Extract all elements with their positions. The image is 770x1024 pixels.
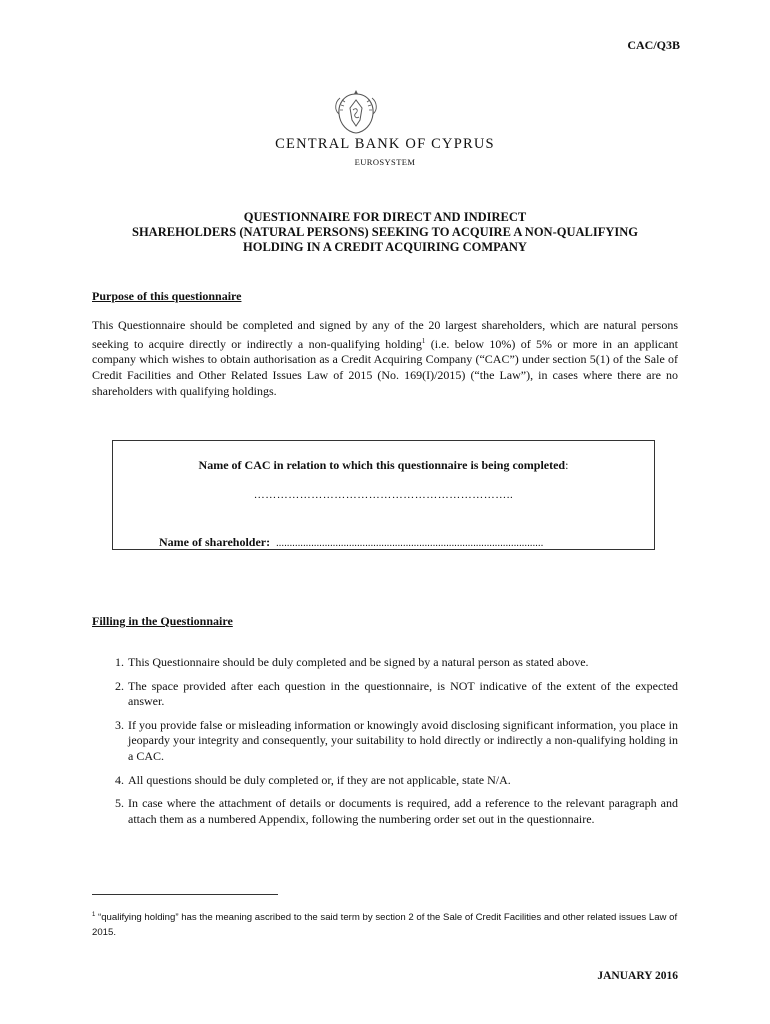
list-item-number: 1. <box>115 655 124 669</box>
document-reference: CAC/Q3B <box>627 38 680 52</box>
title-line: SHAREHOLDERS (NATURAL PERSONS) SEEKING TO ACQUIRE A NON-QUALIFYING <box>132 225 638 239</box>
list-item-number: 3. <box>115 717 124 732</box>
list-item-text: The space provided after each question in the questionnaire, is NOT indicative of the extent of the expected answer. <box>128 678 678 709</box>
document-date: JANUARY 2016 <box>597 970 678 982</box>
footnote-text: “qualifying holding” has the meaning ascribed to the said term by section 2 of the Sale of Credit Facilities and other related issues Law of 2015. <box>92 912 678 939</box>
footnote <box>92 908 682 940</box>
instructions-list <box>115 655 678 835</box>
list-item <box>115 718 678 765</box>
list-item <box>115 796 678 827</box>
shareholder-name-label: Name of shareholder: <box>159 535 271 549</box>
cac-name-label-text: Name of CAC in relation to which this questionnaire is being completed <box>198 458 566 472</box>
shareholder-name-line <box>159 535 543 550</box>
cac-name-field[interactable]: ………………………………………………………….. <box>253 489 514 501</box>
filling-heading: Filling in the Questionnaire <box>92 614 233 628</box>
purpose-text-continued: (i.e. below 10%) of 5% or more in an applicant company which wishes to obtain authorisation as a Credit Acquiring Company (“CAC”) under section 5(1) of the Sale of Credit Facilities and Other Related Issues Law of 2015 (No. 169(I)/2015) (“the Law”), in cases where there are no shareholders with qualifying holdings. <box>92 336 678 398</box>
list-item-text: If you provide false or misleading information or knowingly avoid disclosing significant information, you place in jeopardy your integrity and consequently, your suitability to hold directly or indirectly a non-qualifying holding in a CAC. <box>128 717 678 763</box>
list-item-number: 4. <box>115 772 124 787</box>
purpose-heading: Purpose of this questionnaire <box>92 289 242 303</box>
list-item-number: 5. <box>115 796 124 811</box>
list-item-number: 2. <box>115 678 124 693</box>
title-line: HOLDING IN A CREDIT ACQUIRING COMPANY <box>243 240 527 254</box>
purpose-paragraph <box>92 318 678 400</box>
cac-name-colon: : <box>565 458 569 472</box>
footnote-reference[interactable]: 1 <box>421 336 426 345</box>
purpose-text: This Questionnaire should be completed and signed by any of the 20 largest shareholders, which are natural persons seeking to acquire directly or indirectly a non-qualifying holding <box>92 318 678 351</box>
list-item-text: In case where the attachment of details or documents is required, add a reference to the relevant paragraph and attach them as a numbered Appendix, following the numbering order set out in the questionnaire. <box>128 796 678 826</box>
bank-name: CENTRAL BANK OF CYPRUS <box>275 136 495 152</box>
document-title <box>90 210 680 255</box>
footnote-divider <box>92 894 278 895</box>
cac-name-label <box>113 458 654 473</box>
list-item <box>115 679 678 710</box>
shareholder-name-field[interactable]: ................................................................................................... <box>276 538 544 549</box>
list-item-text: This Questionnaire should be duly completed and be signed by a natural person as stated above. <box>128 655 589 669</box>
cyprus-seal-icon <box>330 86 382 138</box>
eurosystem-label: EUROSYSTEM <box>354 157 416 167</box>
name-entry-box <box>112 440 655 550</box>
list-item <box>115 655 678 671</box>
title-line: QUESTIONNAIRE FOR DIRECT AND INDIRECT <box>243 210 527 224</box>
list-item <box>115 773 678 789</box>
list-item-text: All questions should be duly completed or, if they are not applicable, state N/A. <box>128 772 511 787</box>
footnote-marker: 1 <box>92 912 96 918</box>
